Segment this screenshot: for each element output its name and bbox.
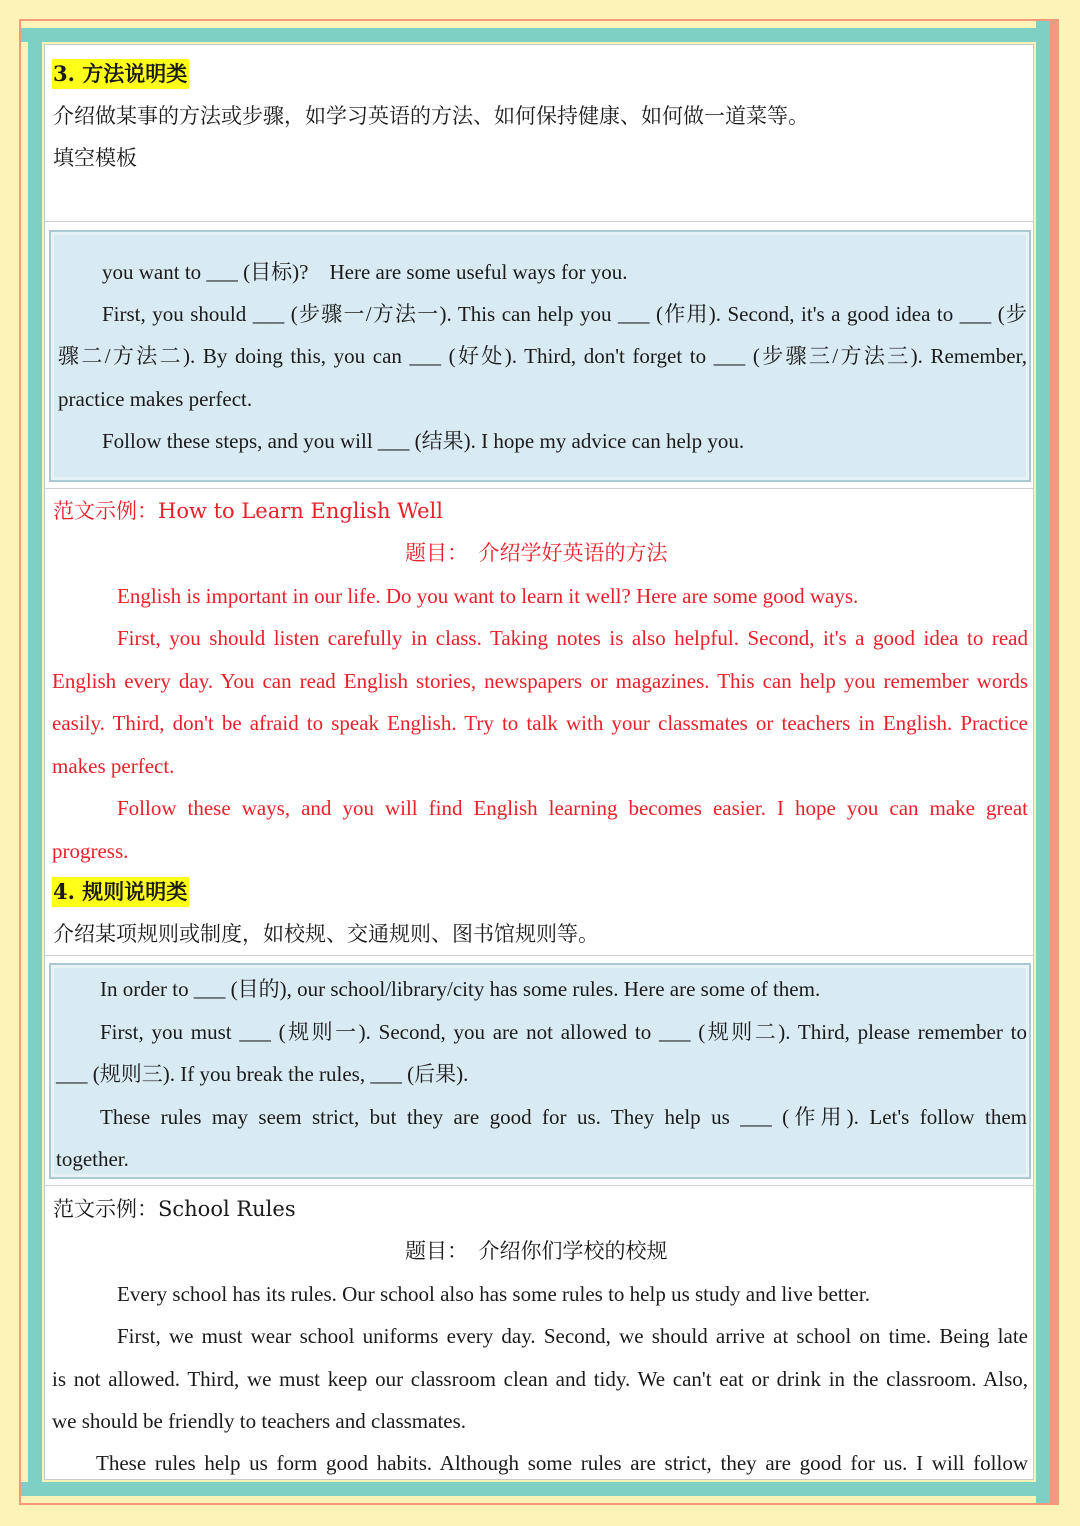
section-4-example-label: 范文示例：School Rules [53, 1197, 296, 1221]
example-line: Follow these ways, and you will find English learning becomes easier. I hope you can make great [117, 796, 1028, 820]
example-line: First, we must wear school uniforms every day. Second, we should arrive at school on time. Being late [117, 1324, 1028, 1348]
divider [45, 221, 1034, 222]
example-line: makes perfect. [52, 754, 175, 778]
document-page [44, 44, 1034, 1480]
section-3-intro: 介绍做某事的方法或步骤，如学习英语的方法、如何保持健康、如何做一道菜等。 [53, 104, 809, 128]
template-line: Follow these steps, and you will ___ (结果). I hope my advice can help you. [102, 429, 745, 453]
frame-bar-right-accent [1050, 21, 1058, 1503]
template-line: 骤二/方法二). By doing this, you can ___ (好处). Third, don't forget to ___ (步骤三/方法三). Remember, [58, 344, 1027, 368]
divider [45, 955, 1034, 956]
template-line: practice makes perfect. [58, 387, 253, 411]
example-line: First, you should listen carefully in class. Taking notes is also helpful. Second, it's a good idea to read [117, 626, 1028, 650]
template-line: First, you should ___ (步骤一/方法一). This can help you ___ (作用). Second, it's a good idea to ___ (步 [102, 302, 1027, 326]
frame-bar-top [21, 28, 1057, 42]
example-line: is not allowed. Third, we must keep our classroom clean and tidy. We can't eat or drink in the classroom. Also, [52, 1367, 1028, 1391]
section-3-example-title: 题目： 介绍学好英语的方法 [405, 541, 668, 565]
frame-bar-left [28, 28, 42, 1496]
example-line: easily. Third, don't be afraid to speak English. Try to talk with your classmates or teachers in English. Practice [52, 711, 1028, 735]
template-line: These rules may seem strict, but they are good for us. They help us ___ (作用). Let's follow them [100, 1105, 1027, 1129]
template-line: together. [56, 1147, 129, 1171]
section-3-example-label: 范文示例：How to Learn English Well [53, 499, 443, 523]
section-4-heading: 4. 规则说明类 [52, 877, 189, 907]
divider [45, 488, 1034, 489]
divider [45, 1185, 1034, 1186]
frame-bar-bottom [21, 1482, 1057, 1496]
template-line: First, you must ___ (规则一). Second, you are not allowed to ___ (规则二). Third, please remember to [100, 1020, 1027, 1044]
example-line: we should be friendly to teachers and classmates. [52, 1409, 467, 1433]
example-line: English is important in our life. Do you want to learn it well? Here are some good ways. [117, 584, 859, 608]
template-line: In order to ___ (目的), our school/library/city has some rules. Here are some of them. [100, 977, 821, 1001]
example-line: These rules help us form good habits. Although some rules are strict, they are good for us. I will follow [96, 1451, 1028, 1475]
template-line: you want to ___ (目标)? Here are some useful ways for you. [102, 260, 628, 284]
section-3-template-box [49, 230, 1031, 482]
section-4-template-box [49, 963, 1031, 1179]
section-4-intro: 介绍某项规则或制度，如校规、交通规则、图书馆规则等。 [53, 922, 599, 946]
template-label: 填空模板 [53, 146, 137, 170]
example-line: Every school has its rules. Our school also has some rules to help us study and live better. [117, 1282, 870, 1306]
example-line: progress. [52, 839, 129, 863]
frame-bar-right [1036, 21, 1050, 1503]
section-3-heading: 3. 方法说明类 [52, 59, 189, 89]
section-4-example-title: 题目： 介绍你们学校的校规 [405, 1239, 668, 1263]
example-line: English every day. You can read English stories, newspapers or magazines. This can help you remember words [52, 669, 1028, 693]
template-line: ___ (规则三). If you break the rules, ___ (后果). [56, 1062, 469, 1086]
